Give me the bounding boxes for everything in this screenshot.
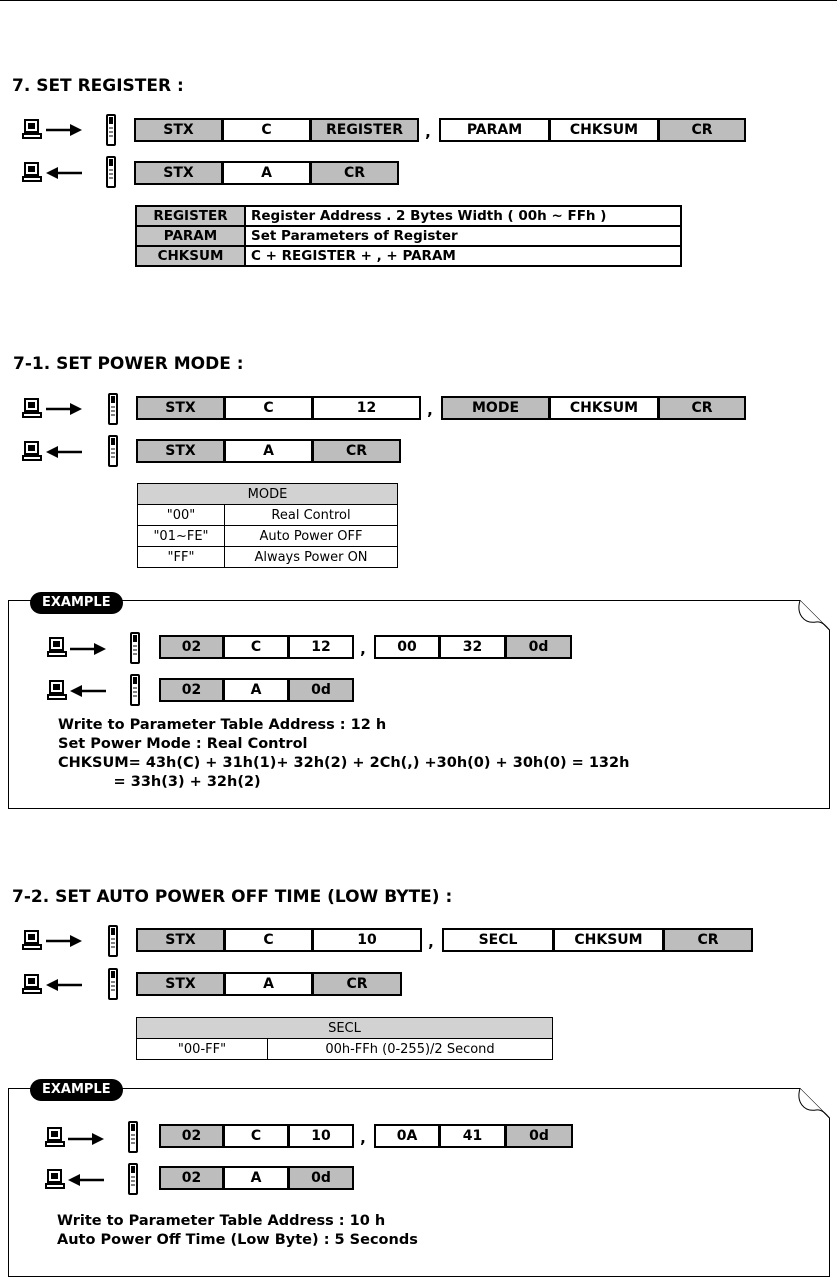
meter-device-icon [128, 1121, 138, 1153]
frame-cell-stx: 02 [159, 635, 224, 659]
example-note: = 33h(3) + 32h(2) [58, 774, 261, 790]
meter-device-icon [130, 674, 140, 706]
definition-key: PARAM [136, 226, 245, 246]
table-cell-desc: Auto Power OFF [225, 526, 398, 547]
frame-cell-command: C [224, 928, 313, 952]
arrow-right-icon [46, 124, 82, 136]
arrow-left-icon [70, 685, 106, 697]
frame-cell-stx: STX [136, 396, 225, 420]
frame-cell-cr: CR [312, 972, 402, 996]
frame-cell-cr: CR [658, 118, 746, 142]
frame-comma: , [360, 640, 366, 658]
meter-device-icon [130, 632, 140, 664]
table-cell-desc: Always Power ON [225, 547, 398, 568]
secl-value-table [136, 1017, 553, 1060]
meter-device-icon [106, 156, 116, 188]
page-top-rule [0, 0, 837, 1]
frame-comma: , [360, 1129, 366, 1147]
computer-icon [47, 680, 67, 700]
frame-cell-stx: STX [134, 118, 223, 142]
table-row [137, 1039, 553, 1060]
meter-device-icon [108, 393, 118, 425]
table-cell-desc: Real Control [225, 505, 398, 526]
table-cell-code: "01~FE" [138, 526, 225, 547]
computer-icon [47, 637, 67, 657]
frame-cell-command: C [222, 118, 311, 142]
frame-cell-cr: 0d [288, 1166, 354, 1190]
definition-value: C + REGISTER + , + PARAM [245, 246, 681, 266]
frame-cell-cr: CR [663, 928, 753, 952]
arrow-left-icon [68, 1174, 104, 1186]
table-row [136, 226, 681, 246]
definition-value: Register Address . 2 Bytes Width ( 00h ~ FFh ) [245, 206, 681, 226]
example-note: CHKSUM= 43h(C) + 31h(1)+ 32h(2) + 2Ch(,) +30h(0) + 30h(0) = 132h [58, 755, 630, 771]
register-definition-table [135, 205, 682, 267]
computer-icon [22, 162, 42, 182]
frame-cell-register: 12 [288, 635, 354, 659]
table-cell-code: "00" [138, 505, 225, 526]
frame-cell-stx: STX [134, 161, 223, 185]
table-cell-code: "FF" [138, 547, 225, 568]
frame-cell-ack: A [224, 439, 313, 463]
definition-key: CHKSUM [136, 246, 245, 266]
meter-device-icon [108, 925, 118, 957]
frame-cell-secl: SECL [442, 928, 554, 952]
frame-cell-register: 10 [288, 1124, 354, 1148]
arrow-left-icon [46, 979, 82, 991]
table-header: MODE [138, 484, 398, 505]
frame-cell-secl: 0A [374, 1124, 440, 1148]
computer-icon [22, 930, 42, 950]
arrow-right-icon [70, 643, 106, 655]
frame-cell-mode: 00 [374, 635, 440, 659]
frame-cell-cr: 0d [505, 635, 572, 659]
table-header-row [138, 484, 398, 505]
computer-icon [45, 1127, 65, 1147]
frame-cell-stx: 02 [159, 1124, 224, 1148]
table-header: SECL [137, 1018, 553, 1039]
frame-cell-stx: 02 [159, 1166, 224, 1190]
computer-icon [22, 974, 42, 994]
frame-cell-cr: CR [658, 396, 746, 420]
example-note: Write to Parameter Table Address : 10 h [57, 1213, 386, 1229]
table-header-row [137, 1018, 553, 1039]
computer-icon [22, 441, 42, 461]
computer-icon [22, 119, 42, 139]
frame-cell-cr: CR [310, 161, 399, 185]
frame-cell-cr: 0d [288, 678, 354, 702]
frame-cell-ack: A [223, 1166, 289, 1190]
meter-device-icon [108, 435, 118, 467]
frame-cell-stx: 02 [159, 678, 224, 702]
frame-cell-command: C [223, 1124, 289, 1148]
example-note: Write to Parameter Table Address : 12 h [58, 717, 387, 733]
frame-cell-stx: STX [136, 972, 225, 996]
mode-value-table [137, 483, 398, 568]
frame-cell-chksum: CHKSUM [549, 396, 659, 420]
frame-cell-command: C [223, 635, 289, 659]
table-row [138, 547, 398, 568]
definition-key: REGISTER [136, 206, 245, 226]
frame-comma: , [427, 401, 433, 419]
example-badge: EXAMPLE [30, 1079, 123, 1101]
arrow-right-icon [46, 403, 82, 415]
frame-cell-stx: STX [136, 439, 225, 463]
computer-icon [22, 398, 42, 418]
table-row [138, 526, 398, 547]
frame-cell-ack: A [223, 678, 289, 702]
frame-comma: , [428, 933, 434, 951]
table-row [138, 505, 398, 526]
example-note: Set Power Mode : Real Control [58, 736, 308, 752]
meter-device-icon [128, 1163, 138, 1195]
arrow-left-icon [46, 446, 82, 458]
frame-cell-chksum: 32 [439, 635, 506, 659]
example-note: Auto Power Off Time (Low Byte) : 5 Seconds [57, 1232, 418, 1248]
section-heading-set-auto-power-off: 7-2. SET AUTO POWER OFF TIME (LOW BYTE) : [12, 887, 453, 907]
section-heading-set-register: 7. SET REGISTER : [12, 76, 184, 96]
computer-icon [45, 1169, 65, 1189]
arrow-right-icon [46, 935, 82, 947]
frame-cell-mode: MODE [441, 396, 550, 420]
frame-cell-chksum: 41 [439, 1124, 506, 1148]
definition-value: Set Parameters of Register [245, 226, 681, 246]
frame-cell-stx: STX [136, 928, 225, 952]
frame-cell-ack: A [222, 161, 311, 185]
frame-cell-command: C [224, 396, 313, 420]
frame-cell-ack: A [224, 972, 313, 996]
frame-cell-chksum: CHKSUM [553, 928, 664, 952]
frame-cell-cr: CR [312, 439, 401, 463]
frame-comma: , [425, 123, 431, 141]
frame-cell-register: 12 [312, 396, 421, 420]
frame-cell-chksum: CHKSUM [549, 118, 659, 142]
table-row [136, 246, 681, 266]
frame-cell-param: PARAM [439, 118, 550, 142]
frame-cell-register: 10 [312, 928, 422, 952]
meter-device-icon [106, 114, 116, 146]
frame-cell-register: REGISTER [310, 118, 419, 142]
table-cell-code: "00-FF" [137, 1039, 268, 1060]
meter-device-icon [108, 968, 118, 1000]
arrow-left-icon [46, 167, 82, 179]
table-row [136, 206, 681, 226]
section-heading-set-power-mode: 7-1. SET POWER MODE : [13, 354, 244, 374]
frame-cell-cr: 0d [505, 1124, 573, 1148]
example-badge: EXAMPLE [30, 592, 123, 614]
table-cell-desc: 00h-FFh (0-255)/2 Second [268, 1039, 553, 1060]
arrow-right-icon [68, 1133, 104, 1145]
